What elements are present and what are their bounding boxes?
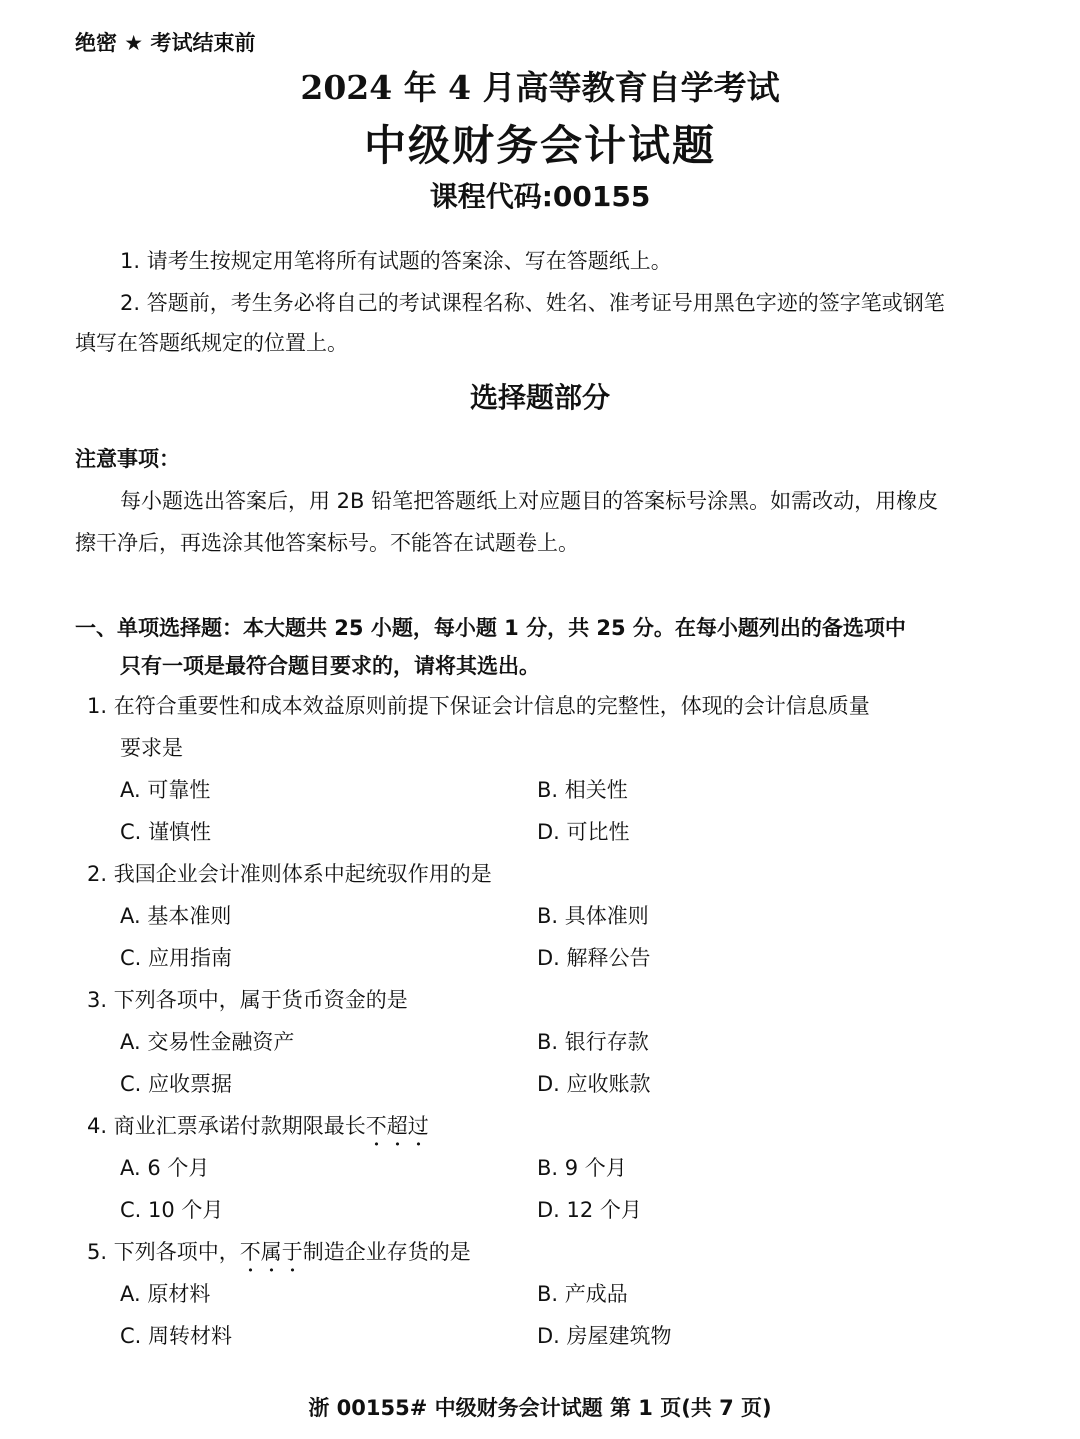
notice-line-2: 擦干净后，再选涂其他答案标号。不能答在试题卷上。 — [75, 531, 579, 555]
question-4-emphasis: 不超过 — [365, 1114, 429, 1138]
instruction-2-line-2: 填写在答题纸规定的位置上。 — [75, 331, 348, 355]
question-1-option-a: A. 可靠性 — [120, 778, 211, 802]
part-heading-line-1: 一、单项选择题：本大题共 25 小题，每小题 1 分，共 25 分。在每小题列出的备选项中 — [75, 616, 906, 640]
question-3-option-d: D. 应收账款 — [537, 1072, 651, 1096]
exam-title: 2024 年 4 月高等教育自学考试 — [300, 68, 780, 107]
question-5-emphasis: 不属于 — [239, 1240, 303, 1264]
question-5-stem-suffix: 制造企业存货的是 — [302, 1240, 471, 1264]
question-4-option-a: A. 6 个月 — [120, 1156, 210, 1180]
question-3-option-c: C. 应收票据 — [120, 1072, 233, 1096]
question-5-option-c: C. 周转材料 — [120, 1324, 233, 1348]
question-4-stem-text: 4. 商业汇票承诺付款期限最长 — [87, 1114, 366, 1138]
question-2-option-d: D. 解释公告 — [537, 946, 651, 970]
part-heading-line-2: 只有一项是最符合题目要求的，请将其选出。 — [120, 654, 540, 678]
question-4-option-d: D. 12 个月 — [537, 1198, 642, 1222]
question-2-option-a: A. 基本准则 — [120, 904, 232, 928]
question-3-stem: 3. 下列各项中，属于货币资金的是 — [87, 988, 408, 1012]
question-2-option-c: C. 应用指南 — [120, 946, 233, 970]
page-footer: 浙 00155# 中级财务会计试题 第 1 页(共 7 页) — [308, 1396, 772, 1420]
course-code: 课程代码:00155 — [429, 180, 651, 213]
notice-label: 注意事项： — [75, 447, 180, 471]
question-5-option-b: B. 产成品 — [537, 1282, 628, 1306]
question-5-option-d: D. 房屋建筑物 — [537, 1324, 672, 1348]
instruction-1: 1. 请考生按规定用笔将所有试题的答案涂、写在答题纸上。 — [120, 249, 672, 273]
question-1-stem: 1. 在符合重要性和成本效益原则前提下保证会计信息的完整性，体现的会计信息质量 — [87, 694, 870, 718]
question-3-option-b: B. 银行存款 — [537, 1030, 649, 1054]
question-4-option-c: C. 10 个月 — [120, 1198, 224, 1222]
question-3-option-a: A. 交易性金融资产 — [120, 1030, 295, 1054]
subject-title: 中级财务会计试题 — [363, 121, 716, 170]
question-1-stem-cont: 要求是 — [120, 736, 183, 760]
notice-line-1: 每小题选出答案后，用 2B 铅笔把答题纸上对应题目的答案标号涂黑。如需改动，用橡皮 — [120, 489, 939, 513]
section-title: 选择题部分 — [469, 381, 610, 414]
instruction-2-line-1: 2. 答题前，考生务必将自己的考试课程名称、姓名、准考证号用黑色字迹的签字笔或钢笔 — [120, 291, 945, 315]
question-5-stem — [87, 1231, 471, 1277]
question-5-option-a: A. 原材料 — [120, 1282, 211, 1306]
question-1-option-c: C. 谨慎性 — [120, 820, 212, 844]
question-4-stem — [87, 1105, 429, 1151]
question-4-option-b: B. 9 个月 — [537, 1156, 627, 1180]
question-2-option-b: B. 具体准则 — [537, 904, 649, 928]
question-1-option-d: D. 可比性 — [537, 820, 630, 844]
question-1-option-b: B. 相关性 — [537, 778, 628, 802]
confidential-label: 绝密 ★ 考试结束前 — [75, 31, 256, 55]
question-5-stem-prefix: 5. 下列各项中， — [87, 1240, 240, 1264]
question-2-stem: 2. 我国企业会计准则体系中起统驭作用的是 — [87, 862, 492, 886]
